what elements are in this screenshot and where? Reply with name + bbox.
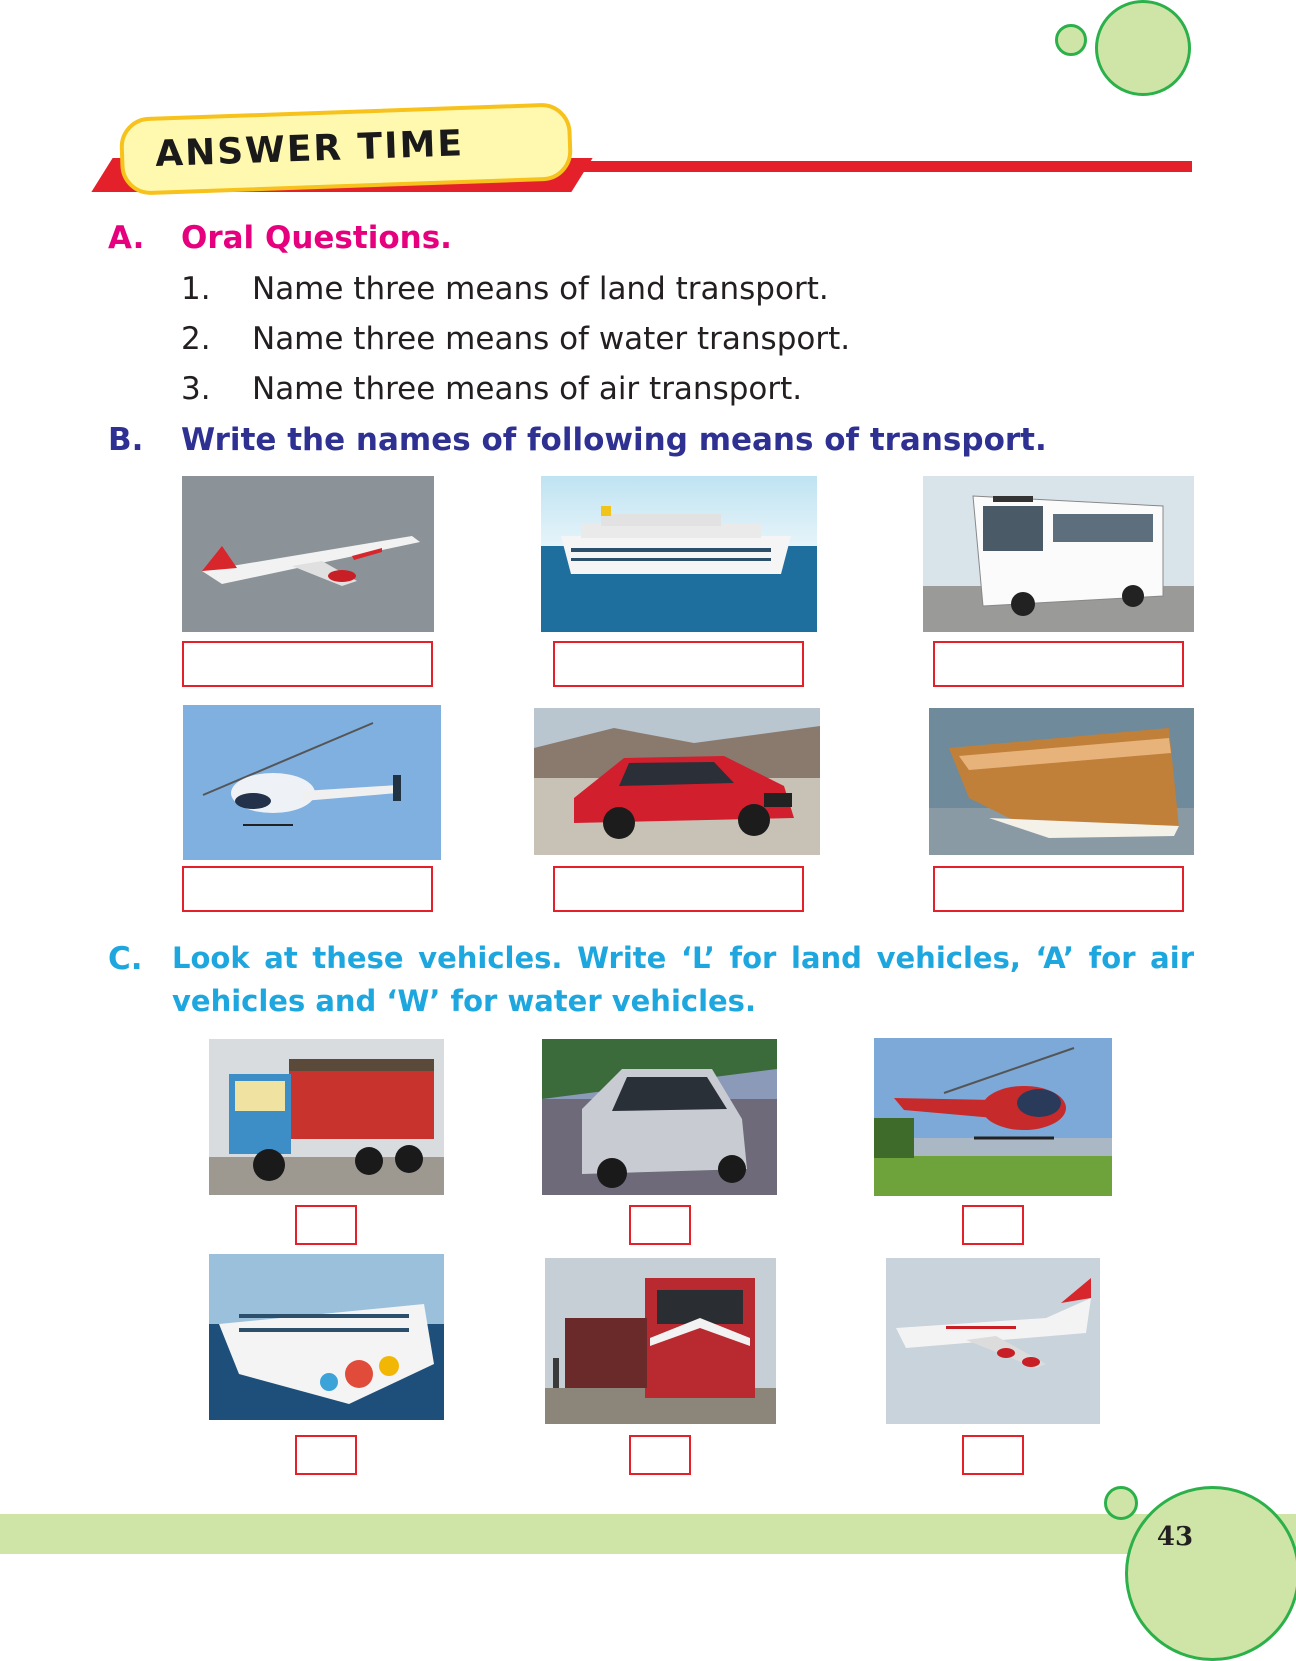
section-c-title-line2: vehicles and ‘W’ for water vehicles.	[172, 984, 756, 1018]
aeroplane-photo	[182, 476, 434, 632]
answer-box[interactable]	[182, 866, 433, 912]
answer-box[interactable]	[629, 1435, 691, 1475]
section-c-letter: C.	[108, 941, 143, 977]
ship-photo	[541, 476, 817, 632]
page-number-circle	[1125, 1486, 1296, 1661]
page-number: 43	[1156, 1522, 1194, 1552]
question-text: Name three means of land transport.	[252, 271, 829, 307]
banner-title: ANSWER TIME	[154, 123, 465, 175]
question-text: Name three means of water transport.	[252, 321, 851, 357]
banner-red-line	[540, 161, 1192, 172]
train-engine-photo	[545, 1258, 776, 1424]
section-c-title-line1: Look at these vehicles. Write ‘L’ for land vehicles, ‘A’ for air	[172, 941, 1194, 975]
truck-photo	[209, 1039, 444, 1195]
question-number: 2.	[181, 321, 211, 357]
answer-box[interactable]	[182, 641, 433, 687]
cruise-ship-photo	[209, 1254, 444, 1420]
question-number: 1.	[181, 271, 211, 307]
red-helicopter-photo	[874, 1038, 1112, 1196]
jumbo-jet-photo	[886, 1258, 1100, 1424]
decor-circle-large-top	[1095, 0, 1191, 96]
answer-box[interactable]	[962, 1435, 1024, 1475]
decor-circle-small-top	[1055, 24, 1087, 56]
answer-box[interactable]	[295, 1205, 357, 1245]
answer-box[interactable]	[553, 866, 804, 912]
answer-box[interactable]	[933, 866, 1184, 912]
section-b-letter: B.	[108, 422, 144, 458]
section-b-title: Write the names of following means of transport.	[181, 422, 1047, 458]
section-a-letter: A.	[108, 220, 145, 256]
answer-box[interactable]	[629, 1205, 691, 1245]
decor-circle-small-bottom	[1104, 1486, 1138, 1520]
small-car-photo	[542, 1039, 777, 1195]
helicopter-photo	[183, 705, 441, 860]
answer-box[interactable]	[933, 641, 1184, 687]
answer-box[interactable]	[962, 1205, 1024, 1245]
boat-photo	[929, 708, 1194, 855]
question-text: Name three means of air transport.	[252, 371, 803, 407]
answer-box[interactable]	[553, 641, 804, 687]
section-a-title: Oral Questions.	[181, 220, 452, 256]
car-photo	[534, 708, 820, 855]
question-number: 3.	[181, 371, 211, 407]
answer-box[interactable]	[295, 1435, 357, 1475]
footer-band	[0, 1514, 1296, 1554]
bus-photo	[923, 476, 1194, 632]
